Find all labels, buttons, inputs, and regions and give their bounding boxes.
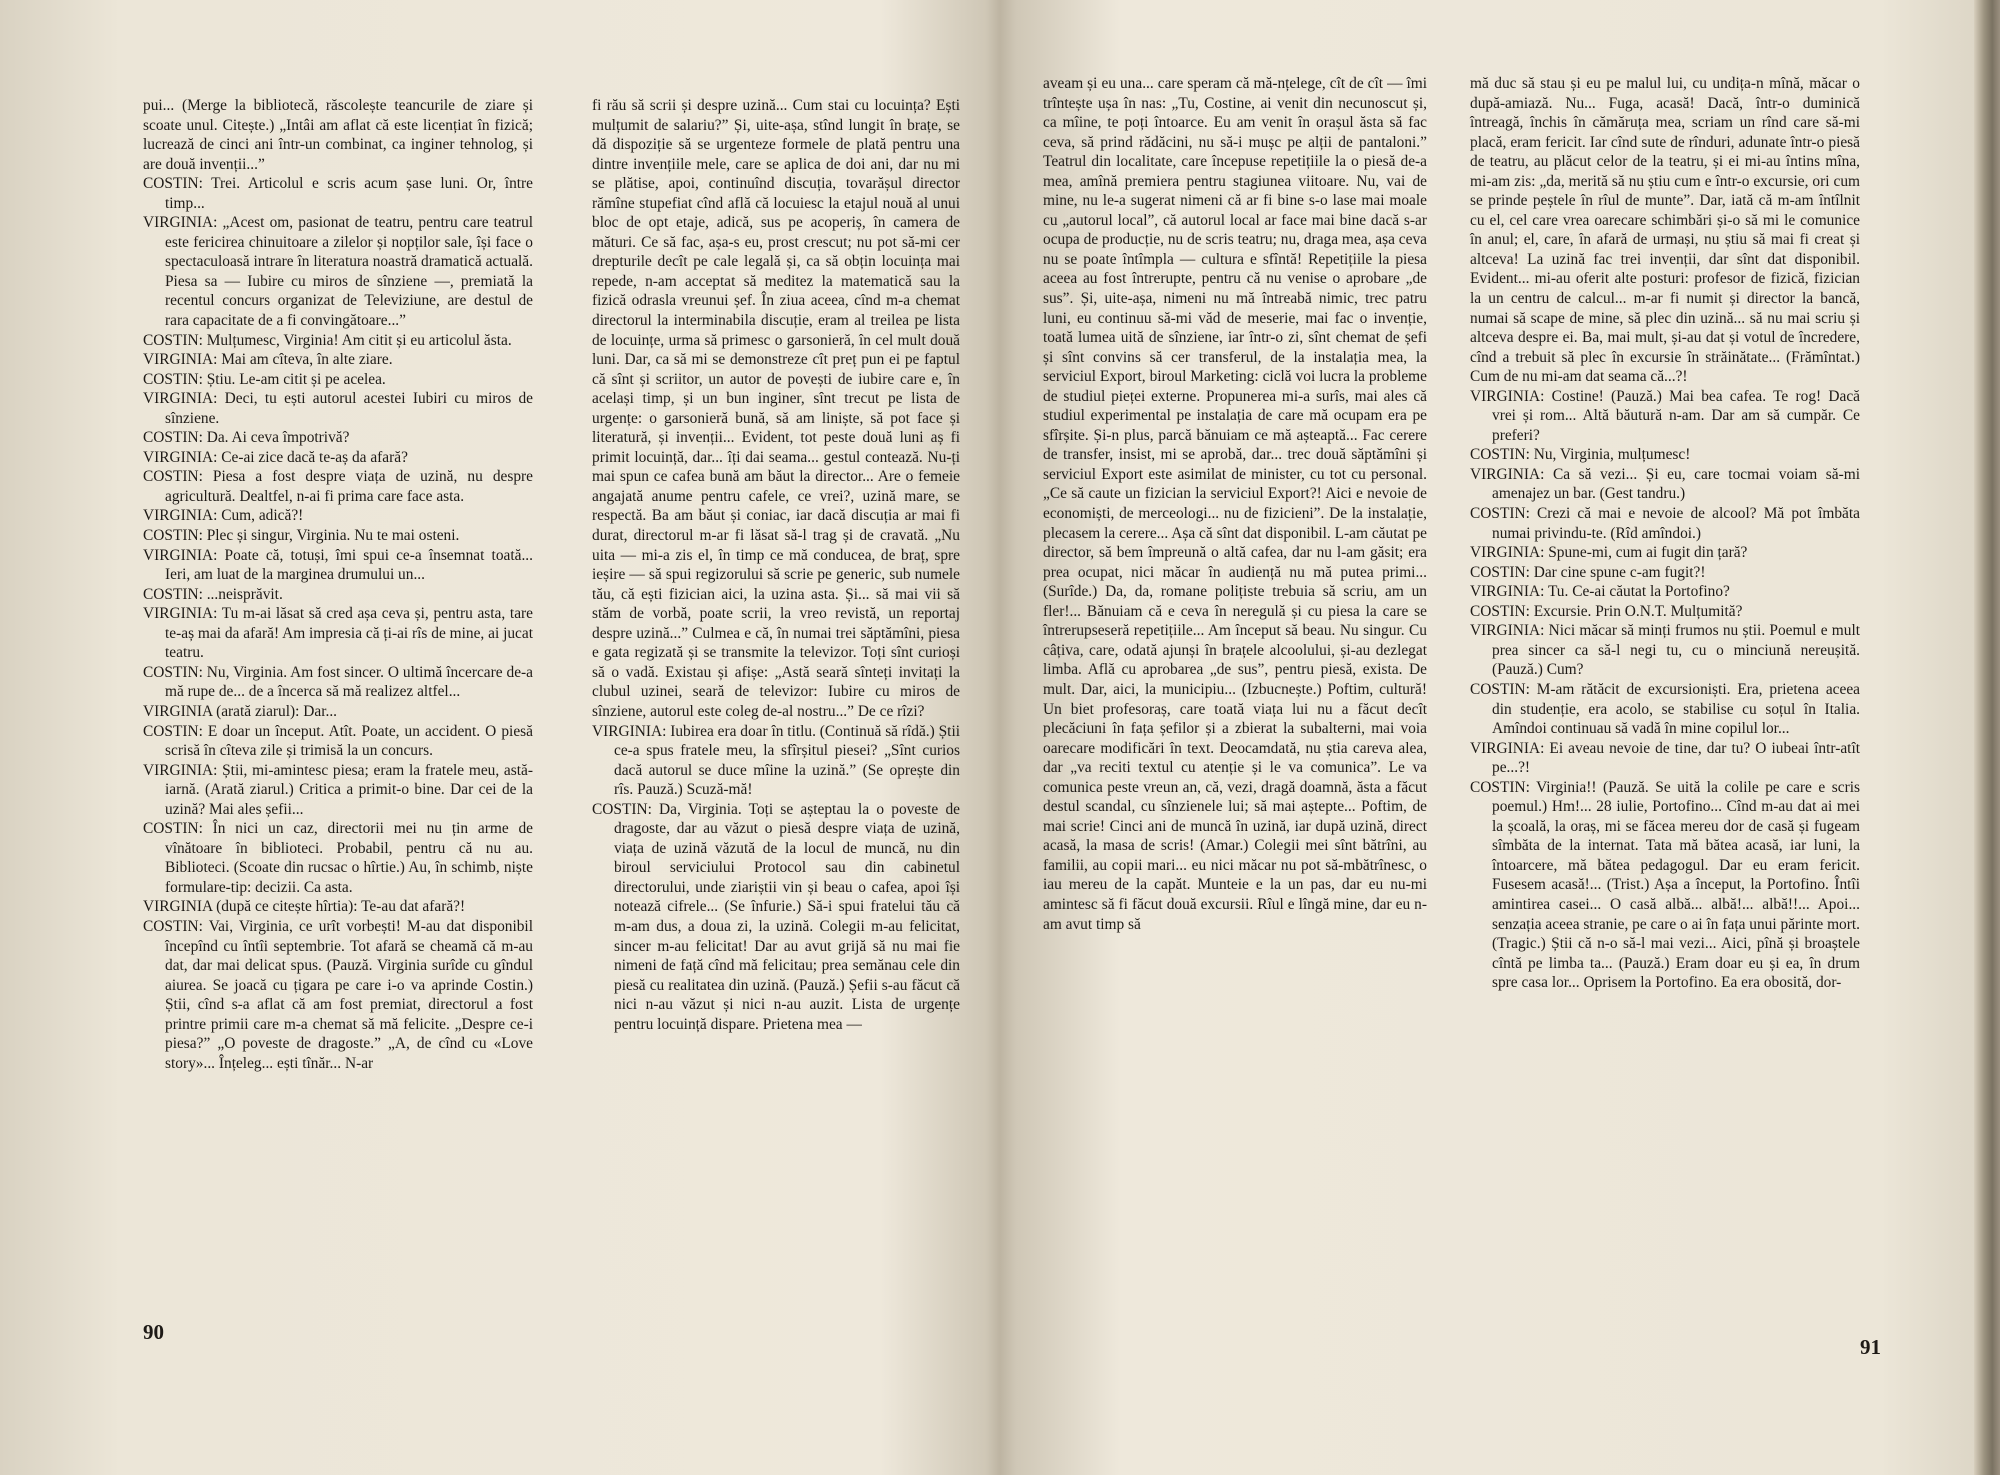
- paragraph: fi rău să scrii și despre uzină... Cum stai cu locuința? Ești mulțumit de salariu?” Și, uite-așa, stînd lungit în brațe, se dă dispoziție să se urgenteze formele de plată pentru una dintre invențiile mele, care se aplica de doi ani, dar nu mi se plătise, apoi, continuînd discuția, tovarășul director rămîne stupefiat cînd află că locuiesc la etajul nouă al unui bloc de opt etaje, adică, sus pe acoperiș, în camera de mături. Ce să fac, așa-s eu, prost crescut; nu pot să-mi cer drepturile decît pe cale legală și, ca să obțin locuința mai repede, n-am acceptat să meditez la matematică sau la fizică odrasla vreunui șef. În ziua aceea, cînd m-a chemat directorul la interminabila discuție, eram al treilea pe lista de locuințe, urma să primesc o garsonieră, în cel mult două luni. Dar, ca să mi se demonstreze cît preț pun ei pe faptul că sînt și scriitor, un autor de povești de iubire care e, în același timp, și un bun inginer, sînt trecut pe lista de urgențe: o garsonieră bună, să am liniște, să pot face și literatură, și invenții... Evident, tot peste două luni aș fi primit locuință, dar... îți dai seama... gestul contează. Nu-ți mai spun ce cafea bună am băut la director... Are o femeie angajată anume pentru cafele, ce vrei?, uzină mare, se respectă. Ba am băut și coniac, iar dacă discuția ar mai fi durat, directorul m-ar fi lăsat să-l trag și de cravată. „Nu uita — mi-a zis el, în timp ce mă conducea, de braț, spre ieșire — să spui regizorului să scrie pe generic, sub numele tău, că ești fizician aici, la uzina asta. Și... să mai vii să stăm de vorbă, poate scrii, la vreo revistă, un reportaj despre uzină...” Culmea e că, în numai trei săptămîni, piesa e gata regizată și se transmite la televizor. Toți sînt curioși să o vadă. Existau și afișe: „Astă seară sînteți invitați la clubul uzinei, seară de televizor: Iubire cu miros de sînziene, autorul este coleg de-al nostru...” De ce rîzi?: [592, 97, 960, 720]
- paragraph: COSTIN: Nu, Virginia, mulțumesc!: [1470, 446, 1691, 464]
- paragraph: VIRGINIA: Deci, tu ești autorul acestei Iubiri cu miros de sînziene.: [143, 390, 533, 427]
- paragraph: COSTIN: Știu. Le-am citit și pe acelea.: [143, 370, 386, 388]
- page-number-right: 91: [1860, 1335, 1881, 1359]
- paragraph: VIRGINIA: Costine! (Pauză.) Mai bea cafea. Te rog! Dacă vrei și rom... Altă băutură n-am. Dar am să cumpăr. Ce preferi?: [1470, 387, 1860, 444]
- paragraph: COSTIN: Virginia!! (Pauză. Se uită la colile pe care e scris poemul.) Hm!... 28 iulie, Portofino... Cînd m-au dat ai mei la școală, la oraș, mi se făcea mereu dor de casă și fugeam sîmbăta de la internat. Tata mă bătea acasă, iar luni, la întoarcere, mă bătea pedagogul. Dar eu eram fericit. Fusesem acasă!... (Trist.) Așa a început, la Portofino. Întîi amintirea casei... O casă albă... albă!... albă!!... Apoi... senzația aceea stranie, pe care o ai în fața unui părinte mort. (Tragic.) Știi că n-o să-l mai vezi... Aici, pînă și broaștele cîntă pe limba ta... (Pauză.) Eram doar eu și ea, în drum spre casa lor... Oprisem la Portofino. Ea era obosită, dor-: [1470, 778, 1860, 992]
- page-stack-edge: [1974, 0, 2000, 1475]
- paragraph: COSTIN: Da, Virginia. Toți se așteptau la o poveste de dragoste, dar au văzut o piesă despre viața de uzină, viața de uzină văzută de la locul de muncă, nu din biroul serviciului Protocol sau din cabinetul directorului, unde ziariștii vin și beau o cafea, apoi își notează cifrele... (Se înfurie.) Să-i spui fratelui tău că m-am dus, a doua zi, la uzină. Colegii m-au felicitat, sincer m-au felicitat! Dar au avut grijă să nu mai fie nimeni de față cînd mă felicitau; prea semănau cele din piesă cu realitatea din uzină. (Pauză.) Șefii s-au făcut că nici n-au văzut și nici n-au auzit. Lista de urgențe pentru locuință dispare. Prietena mea —: [592, 800, 960, 1033]
- paragraph: COSTIN: M-am rătăcit de excursioniști. Era, prietena aceea din studenție, era acolo, se stabilise cu soțul în Italia. Amîndoi continuau să vadă în mine copilul lor...: [1470, 680, 1860, 738]
- paragraph: COSTIN: Excursie. Prin O.N.T. Mulțumită?: [1470, 602, 1743, 620]
- page-number-left: 90: [143, 1320, 164, 1344]
- paragraph: COSTIN: Plec și singur, Virginia. Nu te mai osteni.: [143, 527, 460, 545]
- column-2: [592, 96, 960, 1034]
- paragraph: VIRGINIA: Poate că, totuși, îmi spui ce-a însemnat toată... Ieri, am luat de la marginea drumului un...: [143, 546, 533, 584]
- paragraph: COSTIN: Dar cine spune c-am fugit?!: [1470, 563, 1706, 581]
- paragraph: pui... (Merge la bibliotecă, răscolește teancurile de ziare și scoate unul. Citește.) „Intâi am aflat că este licențiat în fizică; lucrează de cinci ani într-un combinat, ca inginer tehnolog, și are două invenții...”: [143, 97, 533, 173]
- paragraph: COSTIN: În nici un caz, directorii mei nu țin arme de vînătoare în biblioteci. Probabil, pentru că nu au. Biblioteci. (Scoate din rucsac o hîrtie.) Au, în schimb, niște formulare-tip: decizii. Ca asta.: [143, 820, 533, 896]
- paragraph: COSTIN: E doar un început. Atît. Poate, un accident. O piesă scrisă în cîteva zile și trimisă la un concurs.: [143, 722, 533, 760]
- column-3: [1043, 74, 1427, 934]
- right-page: [1000, 0, 1974, 1475]
- paragraph: VIRGINIA: Tu m-ai lăsat să cred așa ceva și, pentru asta, tare te-aș mai da afară! Am impresia că ți-ai rîs de mine, ai jucat teatru.: [143, 605, 533, 662]
- paragraph: COSTIN: Mulțumesc, Virginia! Am citit și eu articolul ăsta.: [143, 331, 512, 349]
- column-1: [143, 96, 533, 1073]
- paragraph: COSTIN: Piesa a fost despre viața de uzină, nu despre agricultură. Dealtfel, n-ai fi prima care face asta.: [143, 468, 533, 505]
- paragraph: COSTIN: Trei. Articolul e scris acum șase luni. Or, între timp...: [143, 175, 533, 212]
- paragraph: VIRGINIA (arată ziarul): Dar...: [143, 702, 338, 720]
- paragraph: COSTIN: Nu, Virginia. Am fost sincer. O ultimă încercare de-a mă rupe de... de a încerca să mă realizez altfel...: [143, 663, 533, 701]
- paragraph: VIRGINIA: Cum, adică?!: [143, 507, 304, 525]
- paragraph: VIRGINIA: Nici măcar să minți frumos nu știi. Poemul e mult prea sincer ca să-l negi tu, cu o minciună nereușită. (Pauză.) Cum?: [1470, 622, 1860, 679]
- column-4: [1470, 74, 1860, 993]
- paragraph: VIRGINIA: Tu. Ce-ai căutat la Portofino?: [1470, 583, 1730, 601]
- paragraph: VIRGINIA: Ca să vezi... Și eu, care tocmai voiam să-mi amenajez un bar. (Gest tandru.): [1470, 465, 1860, 503]
- paragraph: COSTIN: ...neisprăvit.: [143, 585, 283, 603]
- paragraph: COSTIN: Crezi că mai e nevoie de alcool? Mă pot îmbăta numai privindu-te. (Rîd amîndoi.): [1470, 505, 1860, 542]
- paragraph: VIRGINIA: Ce-ai zice dacă te-aș da afară?: [143, 448, 408, 466]
- paragraph: VIRGINIA: Știi, mi-amintesc piesa; eram la fratele meu, astă-iarnă. (Arată ziarul.) Critica a primit-o bine. Dar cei de la uzină? Mai ales șefii...: [143, 761, 533, 818]
- paragraph: VIRGINIA: Ei aveau nevoie de tine, dar tu? O iubeai într-atît pe...?!: [1470, 739, 1860, 777]
- paragraph: VIRGINIA: Iubirea era doar în titlu. (Continuă să rîdă.) Știi ce-a spus fratele meu, la sfîrșitul piesei? „Sînt curios dacă autorul se duce mîine la uzină.” (Se oprește din rîs. Pauză.) Scuză-mă!: [592, 722, 960, 799]
- paragraph: VIRGINIA: Mai am cîteva, în alte ziare.: [143, 351, 393, 369]
- paragraph: VIRGINIA: „Acest om, pasionat de teatru, pentru care teatrul este fericirea chinuitoare a zilelor și nopților sale, își face o spectaculoasă intrare în literatura noastră dramatică actuală. Piesa sa — Iubire cu miros de sînziene —, premiată la recentul concurs organizat de Televiziune, are destul de rara capacitate de a fi convingătoare...”: [143, 214, 533, 330]
- paragraph: mă duc să stau și eu pe malul lui, cu undița-n mînă, măcar o după-amiază. Nu... Fuga, acasă! Dacă, într-o duminică întreagă, închis în cămăruța mea, scriam un rînd care să-mi placă, eram fericit. Iar cînd sute de rînduri, adunate într-o piesă de teatru, au plăcut celor de la teatru, și ei mi-au întins mîna, mi-am zis: „da, merită să nu știu cum e într-o excursie, ori cum se prinde peștele în rîul de munte”. Dar, iată că m-am întîlnit cu el, cel care vrea oarecare schimbări și-o să mi le comunice în anul; el, care, în afară de urmași, nu știu să mai fi creat și altceva! La uzină fac trei invenții, dar sînt dat disponibil. Evident... mi-au oferit alte posturi: profesor de fizică, fizician la un centru de calcul... m-ar fi numit și director la bancă, numai să scape de mine, să plec din uzină... să nu mai scriu și altceva despre ei. Ba, mai mult, și-au dat și votul de încredere, cînd a trebuit să plec în excursie în străinătate... (Frămîntat.) Cum de nu mi-am dat seama că...?!: [1470, 75, 1860, 386]
- paragraph: COSTIN: Da. Ai ceva împotrivă?: [143, 429, 350, 447]
- paragraph: VIRGINIA: Spune-mi, cum ai fugit din țară?: [1470, 544, 1748, 562]
- paragraph: COSTIN: Vai, Virginia, ce urît vorbești! M-au dat disponibil începînd cu întîi septembrie. Tot afară se cheamă că m-au dat, dar mai delicat spus. (Pauză. Virginia surîde cu gîndul aiurea. Se joacă cu țigara pe care i-o va aprinde Costin.) Știi, cînd s-a aflat că am fost premiat, directorul a fost printre primii care m-a chemat să mă felicite. „Despre ce-i piesa?” „O poveste de dragoste.” „A, de cînd cu «Love story»... Înțeleg... ești tînăr... N-ar: [143, 917, 533, 1072]
- paragraph: VIRGINIA (după ce citește hîrtia): Te-au dat afară?!: [143, 898, 466, 916]
- paragraph: aveam și eu una... care speram că mă-nțelege, cît de cît — îmi trîntește ușa în nas: „Tu, Costine, ai venit din necunoscut și, ca mîine, te poți întoarce. Eu am venit în orașul ăsta să fac ceva, să prind rădăcini, nu să-i mușc pe alții de pantaloni.” Teatrul din localitate, care începuse repetițiile la o piesă de-a mea, amînă premiera pentru stagiunea viitoare. Nu, vai de mine, nu le-a sugerat nimeni că ar fi bine s-o lase mai moale cu „autorul local”, că autorul local ar face mai bine dacă s-ar ocupa de producție, nu de scris teatru; nu, draga mea, așa ceva nu se poate întîmpla — cultura e sfîntă! Repetițiile la piesa aceea au fost întrerupte, pentru că nu venise o aprobare „de sus”. Și, uite-așa, nimeni nu mă întreabă nimic, trec patru luni, eu continuu să-mi văd de meserie, mai fac o invenție, toată lumea uită de sînziene, iar într-o zi, sînt chemat de șefi și sînt convins să cer transferul, de la instalația mea, la serviciul Export, biroul Marketing: ciclă voi lucra la probleme de studiul pieței externe. Propunerea mi-a surîs, mai ales că studiul experimental pe instalația de care mă ocupam era pe sfîrșite. Și-n plus, parcă bănuiam ce mă așteaptă... Fac cerere de transfer, insist, mi se aprobă, dar... trec două săptămîni și serviciul Export este asimilat de minister, cu tot cu personal. „Ce să caute un fizician la serviciul Export?! Aici e nevoie de economiști, de merceologi... nu de fizicieni”. De la instalație, plecasem la cerere... Așa că sînt dat disponibil. L-am căutat pe director, să bem împreună o altă cafea, dar nu l-am găsit; era prea ocupat, nici măcar în audiență nu mă putea primi... (Surîde.) Da, da, romane polițiste trebuia să scriu, am un fler!... Bănuiam că e ceva în neregulă și cu piesa la care se întrerupseseră repetițiile... Am început să beau. Nu singur. Cu câțiva, care, odată ajunși în brațele alcoolului, și-au dezlegat limba. Află cu aprobarea „de sus”, pentru piesă, exista. De mult. Dar, aici, la municipiu... (Izbucnește.) Poftim, cultură! Un biet profesoraș, care toată viața lui nu a făcut decît plecăciuni în fața șefilor și a zbierat la subalterni, mai voia oarecare modificări în text. Deocamdată, nu știa careva alea, dar „va reciti textul cu atenție și le va comunica”. Le va comunica peste vreun an, că, vezi, dragă doamnă, ăsta a făcut destul scandal, cu sînzienele lui; să mai aștepte... Poftim, de mai scrie! Cinci ani de muncă în uzină, iar după uzină, direct acasă, la masa de scris! (Amar.) Colegii mei sînt bătrîni, au familii, au copii mari... eu nici măcar nu pot să-mbătrînesc, o iau mereu de la capăt. Munteie e la un pas, dar eu nu-mi amintesc să fi făcut două excursii. Rîul e lîngă mine, dar eu n-am avut timp să: [1043, 75, 1427, 933]
